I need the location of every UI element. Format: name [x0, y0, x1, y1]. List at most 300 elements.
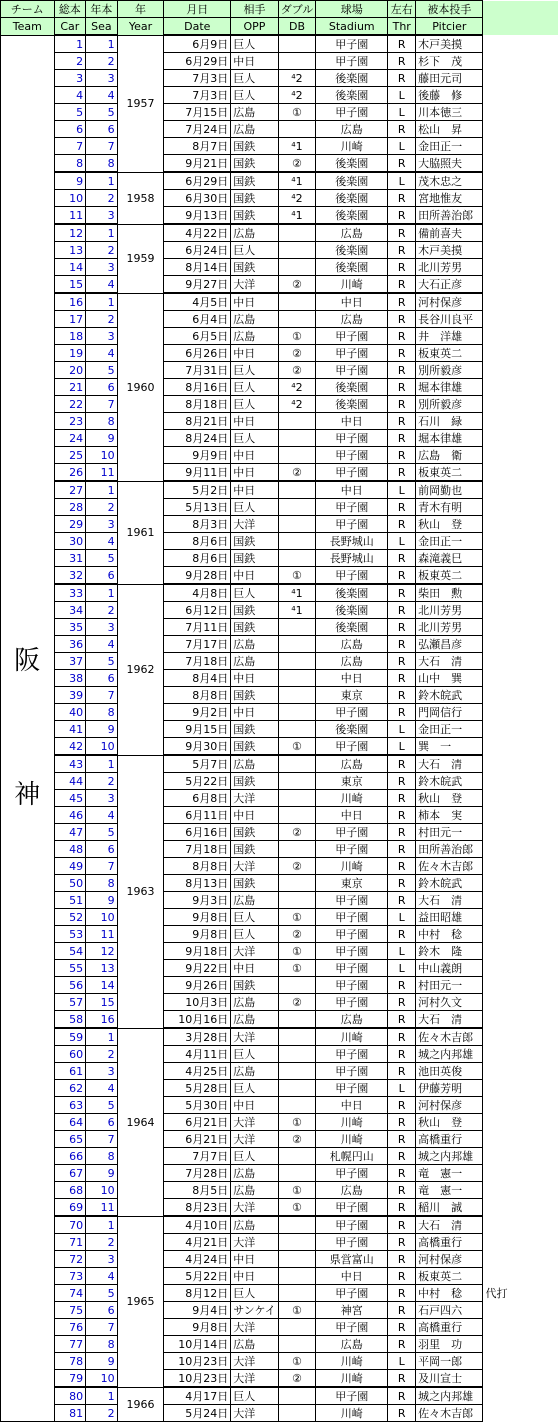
blank-cell	[483, 190, 559, 207]
year-cell: 1958	[117, 172, 164, 224]
opponent-cell: 大洋	[231, 1234, 278, 1251]
season-number: 2	[86, 53, 118, 70]
stadium-cell: 川崎	[316, 790, 388, 807]
throws-cell: R	[388, 155, 416, 173]
table-row	[1, 567, 559, 585]
throws-cell: R	[388, 994, 416, 1011]
stadium-cell: 中日	[316, 1097, 388, 1114]
blank-cell	[483, 1199, 559, 1217]
pitcher-cell: 城之内邦雄	[416, 1387, 483, 1405]
opponent-cell: 国鉄	[231, 773, 278, 790]
doubleheader-cell: ②	[278, 1370, 316, 1388]
stadium-cell: 後楽園	[316, 619, 388, 636]
doubleheader-cell	[278, 121, 316, 138]
doubleheader-cell	[278, 721, 316, 738]
season-number: 4	[86, 533, 118, 550]
date-cell: 7月24日	[164, 121, 231, 138]
date-cell: 8月8日	[164, 687, 231, 704]
table-row	[1, 892, 559, 909]
throws-cell: L	[388, 87, 416, 104]
date-cell: 4月25日	[164, 1063, 231, 1080]
career-number: 76	[54, 1319, 86, 1336]
date-cell: 9月13日	[164, 207, 231, 225]
stadium-cell: 甲子園	[316, 53, 388, 70]
season-number: 4	[86, 636, 118, 653]
stadium-cell: 後楽園	[316, 721, 388, 738]
career-number: 57	[54, 994, 86, 1011]
blank-cell	[483, 1268, 559, 1285]
table-row	[1, 636, 559, 653]
header-row-japanese	[1, 1, 559, 18]
stadium-cell: 後楽園	[316, 242, 388, 259]
stadium-cell: 後楽園	[316, 190, 388, 207]
table-row	[1, 875, 559, 892]
year-cell: 1965	[117, 1216, 164, 1387]
date-cell: 8月7日	[164, 138, 231, 155]
stadium-cell: 東京	[316, 875, 388, 892]
opponent-cell: 広島	[231, 104, 278, 121]
throws-cell: R	[388, 807, 416, 824]
doubleheader-cell	[278, 53, 316, 70]
stadium-cell: 東京	[316, 773, 388, 790]
stadium-cell: 川崎	[316, 1353, 388, 1370]
pitcher-cell: 堀本律雄	[416, 379, 483, 396]
season-number: 8	[86, 155, 118, 173]
date-cell: 9月9日	[164, 447, 231, 464]
date-cell: 4月10日	[164, 1216, 231, 1234]
stadium-cell: 長野城山	[316, 533, 388, 550]
blank-cell	[483, 481, 559, 499]
date-cell: 8月13日	[164, 875, 231, 892]
blank-cell	[483, 138, 559, 155]
opponent-cell: 中日	[231, 481, 278, 499]
throws-cell: R	[388, 892, 416, 909]
table-row	[1, 379, 559, 396]
pitcher-cell: 大石 清	[416, 1216, 483, 1234]
throws-cell: R	[388, 1165, 416, 1182]
season-number: 3	[86, 790, 118, 807]
throws-cell: R	[388, 70, 416, 87]
opponent-cell: 巨人	[231, 926, 278, 943]
table-row	[1, 738, 559, 756]
throws-cell: L	[388, 943, 416, 960]
doubleheader-cell: ①	[278, 567, 316, 585]
header-car-en: Car	[54, 18, 86, 36]
table-row	[1, 790, 559, 807]
career-number: 22	[54, 396, 86, 413]
table-row	[1, 1148, 559, 1165]
doubleheader-cell: ⁴1	[278, 602, 316, 619]
doubleheader-cell: ②	[278, 155, 316, 173]
opponent-cell: 巨人	[231, 1148, 278, 1165]
blank-cell	[483, 1097, 559, 1114]
date-cell: 9月3日	[164, 892, 231, 909]
season-number: 2	[86, 1234, 118, 1251]
throws-cell: R	[388, 121, 416, 138]
date-cell: 9月26日	[164, 977, 231, 994]
throws-cell: L	[388, 533, 416, 550]
season-number: 2	[86, 1046, 118, 1063]
career-number: 81	[54, 1405, 86, 1422]
table-row	[1, 121, 559, 138]
header-date-en: Date	[164, 18, 231, 36]
opponent-cell: 中日	[231, 53, 278, 70]
throws-cell: R	[388, 1405, 416, 1422]
throws-cell: R	[388, 190, 416, 207]
doubleheader-cell: ①	[278, 909, 316, 926]
opponent-cell: 巨人	[231, 396, 278, 413]
date-cell: 6月24日	[164, 242, 231, 259]
table-row	[1, 704, 559, 721]
season-number: 1	[86, 1028, 118, 1046]
stadium-cell: 甲子園	[316, 824, 388, 841]
opponent-cell: 広島	[231, 328, 278, 345]
season-number: 5	[86, 1285, 118, 1302]
table-row	[1, 1405, 559, 1422]
doubleheader-cell	[278, 1080, 316, 1097]
season-number: 8	[86, 413, 118, 430]
date-cell: 6月26日	[164, 345, 231, 362]
blank-cell	[483, 909, 559, 926]
throws-cell: R	[388, 413, 416, 430]
stadium-cell: 川崎	[316, 276, 388, 294]
stadium-cell: 後楽園	[316, 396, 388, 413]
career-number: 8	[54, 155, 86, 173]
season-number: 1	[86, 584, 118, 602]
throws-cell: R	[388, 430, 416, 447]
throws-cell: L	[388, 138, 416, 155]
doubleheader-cell	[278, 499, 316, 516]
doubleheader-cell: ①	[278, 943, 316, 960]
pitcher-cell: 大脇照夫	[416, 155, 483, 173]
season-number: 6	[86, 841, 118, 858]
season-number: 1	[86, 1216, 118, 1234]
doubleheader-cell: ⁴2	[278, 70, 316, 87]
header-pitcher-jp: 被本投手	[416, 1, 483, 18]
stadium-cell: 甲子園	[316, 328, 388, 345]
table-row	[1, 396, 559, 413]
opponent-cell: 巨人	[231, 87, 278, 104]
throws-cell: R	[388, 1302, 416, 1319]
date-cell: 7月3日	[164, 87, 231, 104]
table-row	[1, 824, 559, 841]
doubleheader-cell	[278, 516, 316, 533]
table-row	[1, 773, 559, 790]
doubleheader-cell	[278, 1234, 316, 1251]
blank-cell	[483, 977, 559, 994]
date-cell: 9月8日	[164, 926, 231, 943]
throws-cell: R	[388, 1097, 416, 1114]
opponent-cell: 国鉄	[231, 721, 278, 738]
throws-cell: L	[388, 738, 416, 756]
stadium-cell: 広島	[316, 1182, 388, 1199]
pitcher-cell: 村田元一	[416, 824, 483, 841]
date-cell: 8月16日	[164, 379, 231, 396]
throws-cell: R	[388, 447, 416, 464]
throws-cell: L	[388, 104, 416, 121]
header-year-en: Year	[117, 18, 164, 36]
opponent-cell: 国鉄	[231, 687, 278, 704]
stadium-cell: 川崎	[316, 1370, 388, 1388]
table-row	[1, 909, 559, 926]
table-row	[1, 807, 559, 824]
season-number: 5	[86, 362, 118, 379]
throws-cell: R	[388, 824, 416, 841]
table-row	[1, 242, 559, 259]
doubleheader-cell	[278, 311, 316, 328]
table-row	[1, 70, 559, 87]
pitcher-cell: 鈴木皖武	[416, 875, 483, 892]
pitcher-cell: 城之内邦雄	[416, 1148, 483, 1165]
career-number: 64	[54, 1114, 86, 1131]
doubleheader-cell	[278, 1387, 316, 1405]
season-number: 1	[86, 293, 118, 311]
stadium-cell: 甲子園	[316, 499, 388, 516]
opponent-cell: 広島	[231, 1165, 278, 1182]
date-cell: 8月6日	[164, 533, 231, 550]
pitcher-cell: 益田昭雄	[416, 909, 483, 926]
career-number: 52	[54, 909, 86, 926]
career-number: 63	[54, 1097, 86, 1114]
pitcher-cell: 城之内邦雄	[416, 1046, 483, 1063]
date-cell: 8月3日	[164, 516, 231, 533]
stadium-cell: 広島	[316, 636, 388, 653]
season-number: 9	[86, 1165, 118, 1182]
stadium-cell: 後楽園	[316, 259, 388, 276]
year-cell: 1964	[117, 1028, 164, 1216]
table-row	[1, 841, 559, 858]
blank-cell	[483, 943, 559, 960]
header-opp-jp: 相手	[231, 1, 278, 18]
career-number: 44	[54, 773, 86, 790]
date-cell: 6月5日	[164, 328, 231, 345]
throws-cell: R	[388, 1028, 416, 1046]
doubleheader-cell	[278, 224, 316, 242]
pitcher-cell: 木戸美摸	[416, 242, 483, 259]
opponent-cell: 広島	[231, 1063, 278, 1080]
blank-cell	[483, 516, 559, 533]
doubleheader-cell: ①	[278, 738, 316, 756]
stadium-cell: 甲子園	[316, 1199, 388, 1217]
blank-cell	[483, 653, 559, 670]
doubleheader-cell	[278, 841, 316, 858]
pitcher-cell: 秋山 登	[416, 1114, 483, 1131]
pitcher-cell: 柴田 勲	[416, 584, 483, 602]
doubleheader-cell: ⁴2	[278, 379, 316, 396]
career-number: 66	[54, 1148, 86, 1165]
date-cell: 5月13日	[164, 499, 231, 516]
opponent-cell: 大洋	[231, 1353, 278, 1370]
doubleheader-cell: ①	[278, 1114, 316, 1131]
date-cell: 9月2日	[164, 704, 231, 721]
pitcher-cell: 村田元一	[416, 977, 483, 994]
blank-cell	[483, 1046, 559, 1063]
header-db-en: DB	[278, 18, 316, 36]
table-row	[1, 1268, 559, 1285]
season-number: 16	[86, 1011, 118, 1029]
doubleheader-cell: ②	[278, 345, 316, 362]
doubleheader-cell: ⁴1	[278, 172, 316, 190]
stadium-cell: 後楽園	[316, 602, 388, 619]
career-number: 17	[54, 311, 86, 328]
opponent-cell: 広島	[231, 1336, 278, 1353]
date-cell: 4月24日	[164, 1251, 231, 1268]
career-number: 39	[54, 687, 86, 704]
pitcher-cell: 別所毅彦	[416, 396, 483, 413]
stadium-cell: 甲子園	[316, 567, 388, 585]
date-cell: 9月15日	[164, 721, 231, 738]
opponent-cell: 国鉄	[231, 155, 278, 173]
opponent-cell: 国鉄	[231, 875, 278, 892]
opponent-cell: 国鉄	[231, 977, 278, 994]
opponent-cell: 広島	[231, 1182, 278, 1199]
pitcher-cell: 松山 昇	[416, 121, 483, 138]
doubleheader-cell: ⁴1	[278, 138, 316, 155]
career-number: 33	[54, 584, 86, 602]
stadium-cell: 川崎	[316, 1405, 388, 1422]
pitcher-cell: 池田英俊	[416, 1063, 483, 1080]
blank-cell	[483, 584, 559, 602]
doubleheader-cell	[278, 1046, 316, 1063]
throws-cell: R	[388, 926, 416, 943]
blank-cell	[483, 1131, 559, 1148]
header-row-english	[1, 18, 559, 36]
career-number: 34	[54, 602, 86, 619]
season-number: 4	[86, 1080, 118, 1097]
opponent-cell: 国鉄	[231, 190, 278, 207]
season-number: 1	[86, 35, 118, 53]
header-team-en: Team	[1, 18, 55, 36]
year-cell: 1961	[117, 481, 164, 584]
blank-cell	[483, 670, 559, 687]
pitcher-cell: 後藤 修	[416, 87, 483, 104]
doubleheader-cell	[278, 687, 316, 704]
pitcher-cell: 石戸四六	[416, 1302, 483, 1319]
blank-cell	[483, 926, 559, 943]
throws-cell: R	[388, 977, 416, 994]
table-row	[1, 1302, 559, 1319]
career-number: 18	[54, 328, 86, 345]
header-team-jp: チーム	[1, 1, 55, 18]
opponent-cell: 国鉄	[231, 619, 278, 636]
blank-cell	[483, 619, 559, 636]
season-number: 9	[86, 721, 118, 738]
stadium-cell: 広島	[316, 224, 388, 242]
date-cell: 7月28日	[164, 1165, 231, 1182]
opponent-cell: 国鉄	[231, 138, 278, 155]
season-number: 4	[86, 87, 118, 104]
season-number: 8	[86, 1336, 118, 1353]
career-number: 78	[54, 1353, 86, 1370]
date-cell: 6月29日	[164, 53, 231, 70]
blank-cell	[483, 259, 559, 276]
doubleheader-cell	[278, 755, 316, 773]
blank-cell	[483, 345, 559, 362]
throws-cell: R	[388, 311, 416, 328]
career-number: 46	[54, 807, 86, 824]
doubleheader-cell: ①	[278, 328, 316, 345]
career-number: 56	[54, 977, 86, 994]
opponent-cell: 大洋	[231, 1370, 278, 1388]
date-cell: 10月16日	[164, 1011, 231, 1029]
date-cell: 9月22日	[164, 960, 231, 977]
date-cell: 6月21日	[164, 1114, 231, 1131]
season-number: 6	[86, 670, 118, 687]
date-cell: 8月12日	[164, 1285, 231, 1302]
pitcher-cell: 長谷川良平	[416, 311, 483, 328]
career-number: 3	[54, 70, 86, 87]
stadium-cell: 甲子園	[316, 738, 388, 756]
table-row	[1, 1285, 559, 1302]
throws-cell: R	[388, 567, 416, 585]
pitcher-cell: 大石 清	[416, 1011, 483, 1029]
doubleheader-cell: ⁴2	[278, 190, 316, 207]
blank-cell	[483, 1234, 559, 1251]
pitcher-cell: 大石 清	[416, 755, 483, 773]
date-cell: 7月18日	[164, 653, 231, 670]
throws-cell: R	[388, 619, 416, 636]
date-cell: 4月5日	[164, 293, 231, 311]
doubleheader-cell	[278, 1097, 316, 1114]
blank-cell	[483, 362, 559, 379]
blank-cell	[483, 892, 559, 909]
pitcher-cell: 柿本 実	[416, 807, 483, 824]
doubleheader-cell	[278, 550, 316, 567]
throws-cell: R	[388, 1011, 416, 1029]
table-row	[1, 464, 559, 482]
pitcher-cell: 佐々木吉郎	[416, 1028, 483, 1046]
header-year-jp: 年	[117, 1, 164, 18]
stadium-cell: 広島	[316, 311, 388, 328]
pitcher-cell: 竜 憲一	[416, 1165, 483, 1182]
date-cell: 7月17日	[164, 636, 231, 653]
stadium-cell: 甲子園	[316, 104, 388, 121]
career-number: 49	[54, 858, 86, 875]
pitcher-cell: 川本徳三	[416, 104, 483, 121]
throws-cell: R	[388, 499, 416, 516]
career-number: 45	[54, 790, 86, 807]
blank-cell	[483, 790, 559, 807]
pitcher-cell: 伊藤芳明	[416, 1080, 483, 1097]
stadium-cell: 甲子園	[316, 35, 388, 53]
career-number: 51	[54, 892, 86, 909]
career-number: 41	[54, 721, 86, 738]
throws-cell: L	[388, 1080, 416, 1097]
date-cell: 6月4日	[164, 311, 231, 328]
season-number: 1	[86, 755, 118, 773]
opponent-cell: 巨人	[231, 35, 278, 53]
opponent-cell: 国鉄	[231, 172, 278, 190]
throws-cell: R	[388, 362, 416, 379]
opponent-cell: 広島	[231, 224, 278, 242]
career-number: 6	[54, 121, 86, 138]
throws-cell: R	[388, 790, 416, 807]
doubleheader-cell: ⁴2	[278, 87, 316, 104]
table-row	[1, 35, 559, 53]
blank-cell	[483, 687, 559, 704]
table-row	[1, 960, 559, 977]
career-number: 54	[54, 943, 86, 960]
throws-cell: R	[388, 1046, 416, 1063]
blank-cell	[483, 994, 559, 1011]
date-cell: 8月8日	[164, 858, 231, 875]
throws-cell: R	[388, 276, 416, 294]
blank-cell	[483, 1216, 559, 1234]
blank-cell	[483, 807, 559, 824]
table-row	[1, 755, 559, 773]
doubleheader-cell: ②	[278, 858, 316, 875]
throws-cell: L	[388, 172, 416, 190]
